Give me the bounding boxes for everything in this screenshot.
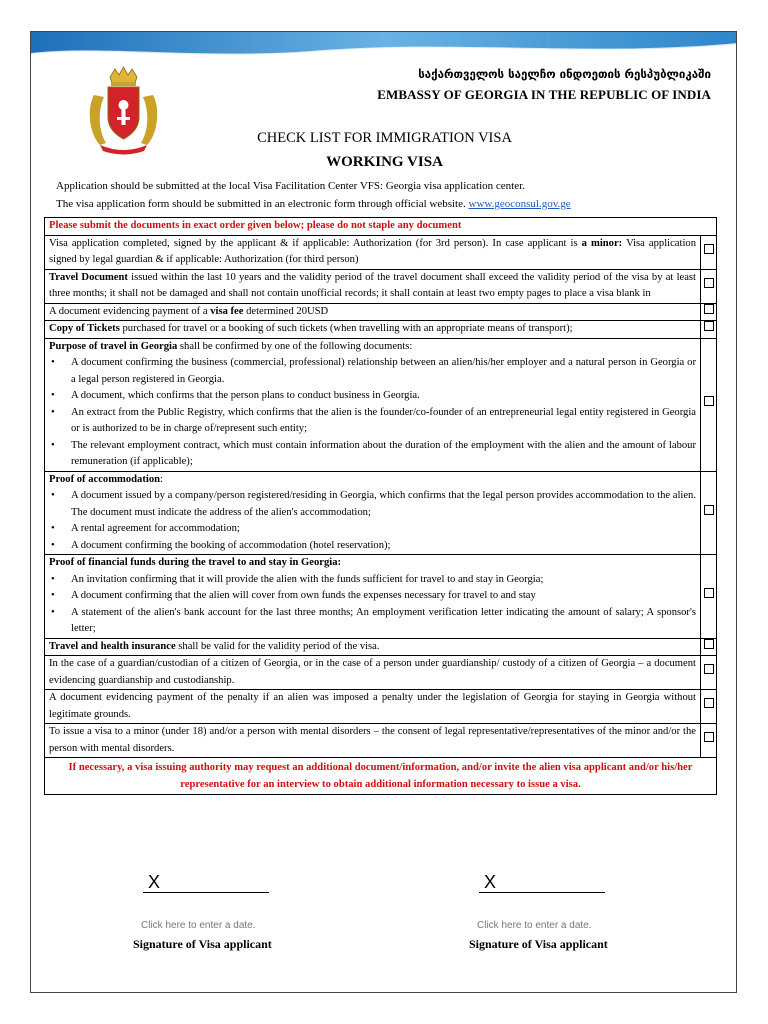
document-page [30,31,737,993]
checkbox-cell[interactable] [701,724,717,758]
document-title: CHECK LIST FOR IMMIGRATION VISA [257,130,512,146]
requirement-text [45,321,701,339]
checkbox-application[interactable] [704,244,714,254]
requirement-emphasis: Proof of accommodation [49,473,161,485]
requirement-emphasis: a minor: [581,237,623,249]
header-wave-banner [31,32,737,62]
signature-mark-left: X [148,872,161,892]
requirement-emphasis: Travel Document [49,271,128,283]
requirement-text [45,303,701,321]
requirement-text: A document evidencing payment of the penalty if an alien was imposed a penalty under the legislation of Georgia for staying in Georgia without legitimate grounds. [45,690,701,724]
bullet-item: • An invitation confirming that it will provide the alien with the funds sufficient for travel to and stay in Georgia; [49,572,696,589]
documents-checklist-table [44,217,717,795]
checkbox-tickets[interactable] [704,321,714,331]
checkbox-guardianship[interactable] [704,664,714,674]
requirement-text-part: shall be valid for the validity period of the visa. [175,640,380,652]
checkbox-minor-consent[interactable] [704,732,714,742]
checkbox-cell[interactable] [701,303,717,321]
table-row-visa-fee [45,303,717,321]
table-row-penalty [45,690,717,724]
requirement-text: In the case of a guardian/custodian of a citizen of Georgia, or in the case of a person under guardianship/ custody of a citizen of Georgia – a document evidencing guardianship and custodianship. [45,656,701,690]
requirement-emphasis: Proof of financial funds during the travel to and stay in Georgia: [49,557,342,568]
intro-line-submission: Application should be submitted at the local Visa Facilitation Center VFS: Georgia visa application center. [56,180,525,192]
checkbox-financial-funds[interactable] [704,588,714,598]
requirement-text [45,235,701,269]
bullet-item: • An extract from the Public Registry, which confirms that the alien is the founder/co-founder of an entrepreneurial legal entity registered in Georgia or is authorized to be in charge of/represent such entity; [49,405,696,438]
checkbox-visa-fee[interactable] [704,304,714,314]
requirement-text-part: : [160,473,163,485]
requirement-text [45,638,701,656]
checkbox-cell[interactable] [701,638,717,656]
checkbox-accommodation[interactable] [704,505,714,515]
requirement-text-part: shall be confirmed by one of the following documents: [177,340,413,352]
requirement-text [45,555,701,639]
requirement-heading [49,555,696,572]
bullet-item: • The relevant employment contract, which must contain information about the duration of the employment with the alien and the amount of labour remuneration (if applicable); [49,438,696,471]
visa-type-heading: WORKING VISA [326,154,443,170]
requirement-text [45,269,701,303]
embassy-name-english: EMBASSY OF GEORGIA IN THE REPUBLIC OF INDIA [377,87,711,102]
requirement-text [45,471,701,555]
bullet-item: • A document confirming the business (commercial, professional) relationship between an alien/his/her employer and a natural person in Georgia or a legal person registered in Georgia. [49,355,696,388]
requirement-text-part: purchased for travel or a booking of such tickets (when travelling with an appropriate means of transport); [119,323,573,334]
bullet-item: • A document confirming the booking of accommodation (hotel reservation); [49,538,696,555]
signature-label-right: Signature of Visa applicant [469,937,608,951]
requirement-heading [49,339,696,356]
requirement-text-part: A document evidencing payment of a [49,305,211,317]
table-row-accommodation [45,471,717,555]
table-footer-row [45,758,717,795]
requirement-heading [49,472,696,489]
requirement-text-part: Visa application signed by legal guardian & if applicable: Authorization (for third person) [49,237,696,265]
requirement-emphasis: visa fee [210,305,244,317]
requirement-emphasis: Travel and health insurance [49,640,176,652]
intro-line-online-form [56,198,571,210]
requirement-text-part: determined 20USD [243,305,329,317]
checkbox-cell[interactable] [701,555,717,639]
requirement-text-part: issued within the last 10 years and the validity period of the travel document shall exceed the validity period of the visa by at least three months; it shall not be damaged and shall not contain unofficial records; it shall contain at least two empty pages to place a visa blank in [49,271,696,299]
bullet-item: • A document issued by a company/person registered/residing in Georgia, which confirms that the legal person provides accommodation to the alien. The document must indicate the address of the alien's accommodation; [49,488,696,521]
checkbox-cell[interactable] [701,690,717,724]
table-row-tickets [45,321,717,339]
checkbox-cell[interactable] [701,338,717,471]
date-field-left[interactable]: Click here to enter a date. [141,920,256,931]
signature-line-right[interactable] [479,892,605,893]
requirement-emphasis: Purpose of travel in Georgia [49,340,178,352]
checkbox-cell[interactable] [701,321,717,339]
requirement-text: To issue a visa to a minor (under 18) and/or a person with mental disorders – the consent of legal representative/representatives of the minor and/or the person with mental disorders. [45,724,701,758]
embassy-name-georgian: საქართველოს საელჩო ინდოეთის რესპუბლიკაში [418,67,711,81]
table-row-guardianship [45,656,717,690]
requirement-text [45,338,701,471]
table-row-travel-document [45,269,717,303]
table-row-purpose-of-travel [45,338,717,471]
additional-documents-notice: If necessary, a visa issuing authority may request an additional document/information, and/or invite the alien visa applicant and/or his/her representative for an interview to obtain additional information necessary to issue a visa. [45,758,717,795]
table-row-minor-consent [45,724,717,758]
table-notice-row [45,218,717,236]
bullet-item: • A document confirming that the alien will cover from own funds the expenses necessary for travel to and stay [49,588,696,605]
table-row-insurance [45,638,717,656]
checkbox-insurance[interactable] [704,639,714,649]
checkbox-travel-document[interactable] [704,278,714,288]
table-row-financial-funds [45,555,717,639]
intro-online-form-text: The visa application form should be submitted in an electronic form through official website. [56,198,466,210]
bullet-item: • A document, which confirms that the person plans to conduct business in Georgia. [49,388,696,405]
submission-notice: Please submit the documents in exact order given below; please do not staple any document [45,218,717,236]
signature-line-left[interactable] [143,892,269,893]
bullet-item: • A rental agreement for accommodation; [49,521,696,538]
date-field-right[interactable]: Click here to enter a date. [477,920,592,931]
bullet-item: • A statement of the alien's bank account for the last three months; An employment verification letter indicating the amount of salary; A sponsor's letter; [49,605,696,638]
requirement-emphasis: Copy of Tickets [49,323,120,334]
checkbox-cell[interactable] [701,235,717,269]
signature-label-left: Signature of Visa applicant [133,937,272,951]
geoconsul-link[interactable]: www.geoconsul.gov.ge [468,198,571,210]
checkbox-cell[interactable] [701,471,717,555]
checkbox-cell[interactable] [701,656,717,690]
checkbox-cell[interactable] [701,269,717,303]
requirement-text-part: Visa application completed, signed by the applicant & if applicable: Authorization (for 3rd person). In case applicant is [49,237,582,249]
table-row-application [45,235,717,269]
checkbox-penalty[interactable] [704,698,714,708]
signature-mark-right: X [484,872,497,892]
checkbox-purpose-of-travel[interactable] [704,396,714,406]
